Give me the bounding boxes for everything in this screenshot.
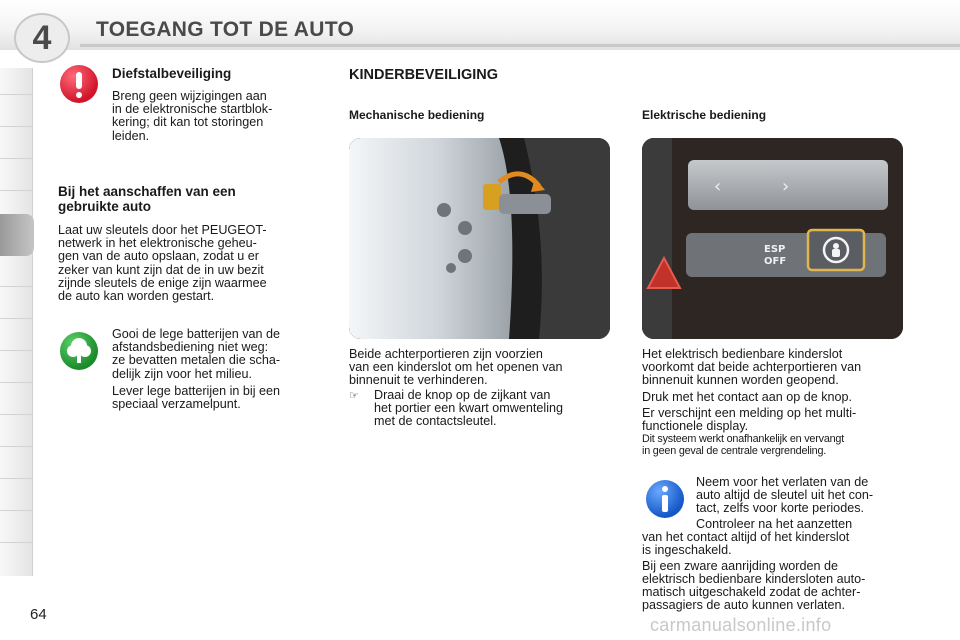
chapter-tab-active[interactable]	[0, 214, 34, 256]
electric-heading: Elektrische bediening	[642, 108, 767, 122]
info-text-2: Controleer na het aanzetten van het contact altijd of het kinderslot is ingeschakeld. Bij een zware aanrijding worden de elektrisch bedienbare kindersloten auto- matisch uitgeschakeld zodat de achter- passagiers de auto kunnen verlaten.	[642, 517, 866, 613]
chapter-tab-sidebar	[0, 68, 33, 576]
electric-text: Het elektrisch bedienbare kinderslot voorkomt dat beide achterportieren van binnenuit kunnen worden geopend. Druk met het contact aan op de knop. Er verschijnt een melding op het multi- functionele display.	[642, 347, 862, 434]
tab-divider	[0, 158, 32, 159]
info-icon	[646, 480, 684, 518]
tab-divider	[0, 126, 32, 127]
header-divider	[80, 44, 960, 47]
console-buttons-photo	[642, 138, 903, 339]
theft-text: Breng geen wijzigingen aan in de elektronische startblok- kering; dit kan tot storingen leiden.	[112, 89, 273, 143]
used-car-heading: Bij het aanschaffen van een gebruikte auto	[58, 184, 236, 214]
tab-divider	[0, 542, 32, 543]
mechanical-heading: Mechanische bediening	[349, 108, 485, 122]
tab-divider	[0, 318, 32, 319]
pointing-hand-icon: ☞	[349, 390, 359, 402]
section-heading-child-lock: KINDERBEVEILIGING	[349, 67, 499, 83]
mechanical-text: Beide achterportieren zijn voorzien van een kinderslot om het openen van binnenuit te verhinderen.	[349, 347, 563, 388]
tab-divider	[0, 94, 32, 95]
mechanical-step-text: Draai de knop op de zijkant van het portier een kwart omwenteling met de contactsleutel.	[374, 388, 564, 429]
page-number: 64	[30, 606, 47, 623]
door-lock-photo	[349, 138, 610, 339]
tab-divider	[0, 510, 32, 511]
warning-icon	[60, 65, 98, 103]
tab-divider	[0, 350, 32, 351]
tab-divider	[0, 190, 32, 191]
watermark: carmanualsonline.info	[650, 615, 832, 635]
chapter-number-badge: 4	[14, 13, 70, 63]
tree-environment-icon	[60, 332, 98, 370]
tab-divider	[0, 414, 32, 415]
esp-off-label-line1: ESP	[764, 244, 786, 255]
used-car-text: Laat uw sleutels door het PEUGEOT- netwerk in het elektronische geheu- gen van de auto opslaan, zodat u er zeker van kunt zijn dat de in uw bezit zijnde sleutels de enige zijn waarmee de auto kan worden gestart.	[58, 223, 267, 304]
environment-text: Gooi de lege batterijen van de afstandsbediening niet weg: ze bevatten metalen die scha- delijk zijn voor het milieu. Lever lege batterijen in bij een speciaal verzamelpunt.	[112, 327, 281, 412]
tab-divider	[0, 382, 32, 383]
chapter-title: TOEGANG TOT DE AUTO	[96, 18, 355, 41]
theft-heading: Diefstalbeveiliging	[112, 66, 232, 81]
info-text-1: Neem voor het verlaten van de auto altijd de sleutel uit het con- tact, zelfs voor korte periodes.	[696, 475, 874, 516]
svg-text:‹: ‹	[714, 176, 722, 197]
tab-divider	[0, 286, 32, 287]
svg-text:›: ›	[782, 176, 790, 197]
mechanical-step	[349, 389, 610, 431]
electric-note: Dit systeem werkt onafhankelijk en vervangt in geen geval de centrale vergrendeling.	[642, 433, 845, 457]
tab-divider	[0, 446, 32, 447]
esp-off-label-line2: OFF	[764, 256, 787, 267]
tab-divider	[0, 478, 32, 479]
